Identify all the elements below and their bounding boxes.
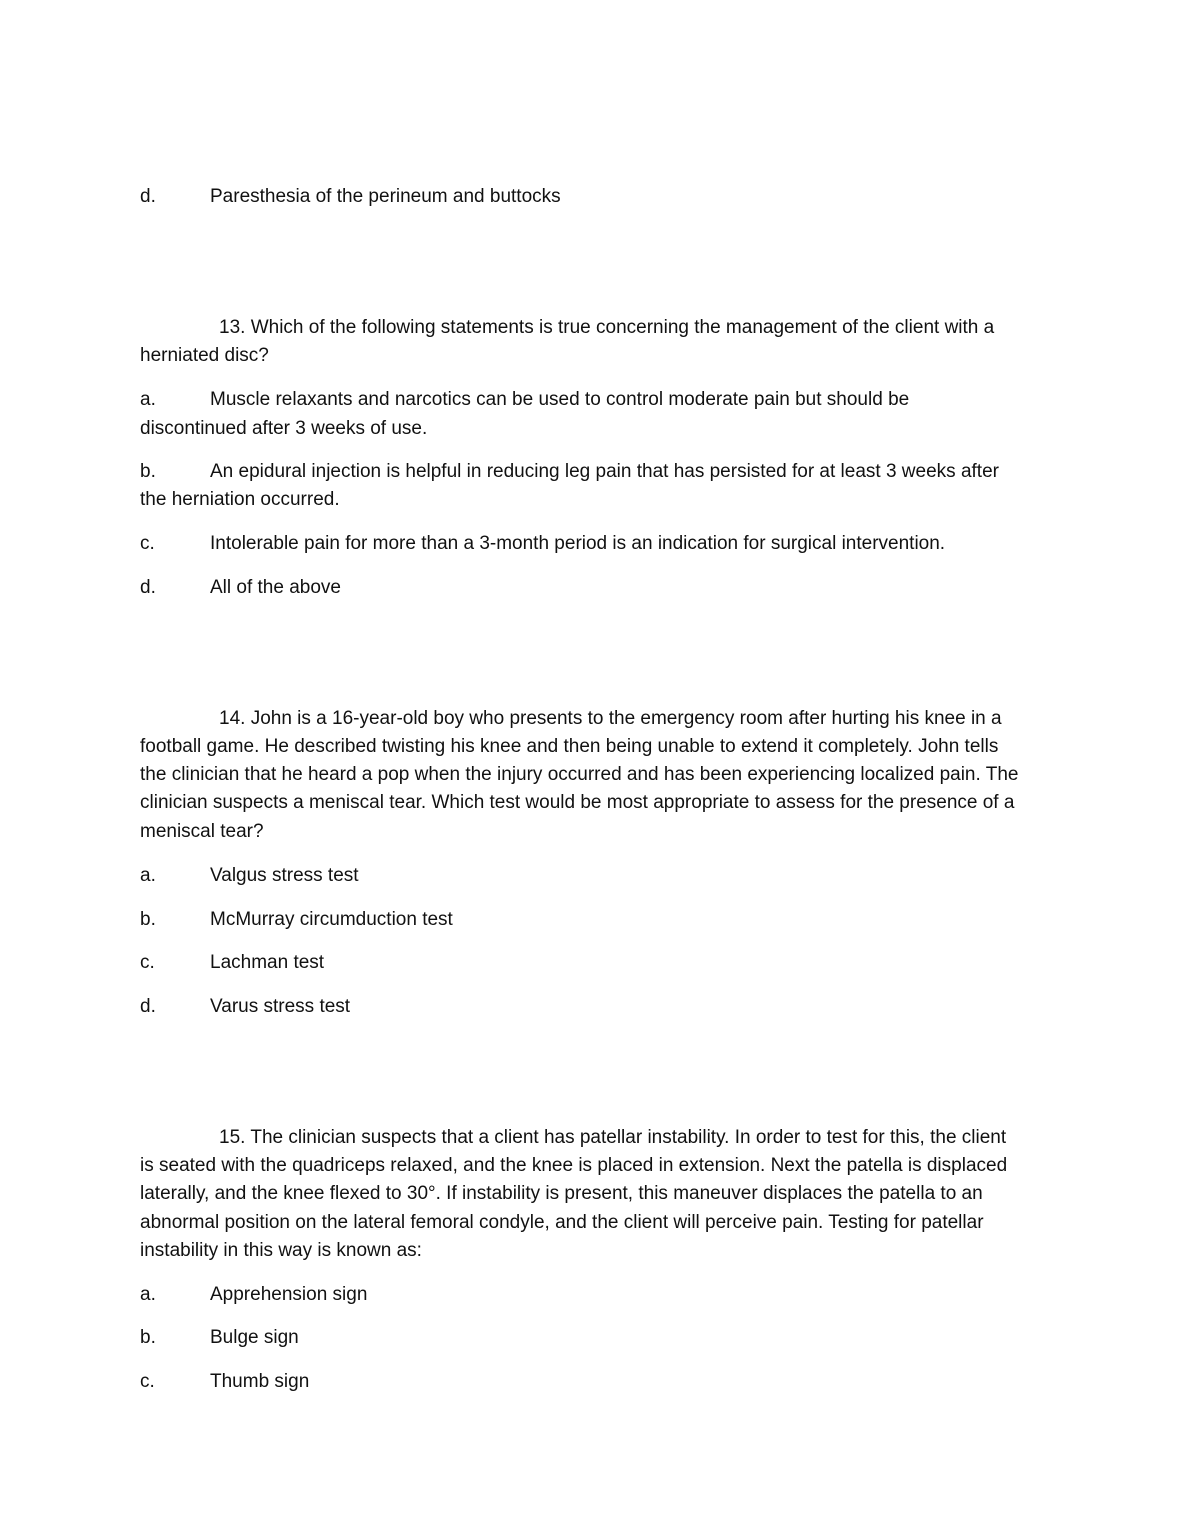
question-14-option-b-letter: b. xyxy=(140,909,156,930)
option-letter: d. xyxy=(140,186,156,207)
question-14-option-c-text: Lachman test xyxy=(210,952,325,973)
question-15-line-4: abnormal position on the lateral femoral condyle, and the client will perceive pain. Testing for patellar xyxy=(140,1212,984,1233)
question-13-option-b-line-2: the herniation occurred. xyxy=(140,489,340,510)
question-15-option-a-letter: a. xyxy=(140,1284,156,1305)
question-13-option-c-text: Intolerable pain for more than a 3-month period is an indication for surgical intervention. xyxy=(210,533,946,554)
question-13-option-a-letter: a. xyxy=(140,389,156,410)
question-13-option-a-line-2: discontinued after 3 weeks of use. xyxy=(140,418,428,439)
question-15-option-a-text: Apprehension sign xyxy=(210,1284,368,1305)
question-14-line-1: 14. John is a 16-year-old boy who presents to the emergency room after hurting his knee in a xyxy=(219,708,1002,729)
question-14-line-5: meniscal tear? xyxy=(140,821,264,842)
option-text: Paresthesia of the perineum and buttocks xyxy=(210,186,561,207)
question-14-option-d-letter: d. xyxy=(140,996,156,1017)
question-15-option-b-text: Bulge sign xyxy=(210,1327,299,1348)
question-15-line-3: laterally, and the knee flexed to 30°. If instability is present, this maneuver displaces the patella to an xyxy=(140,1183,983,1204)
question-13-line-1: 13. Which of the following statements is true concerning the management of the client with a xyxy=(219,317,995,338)
question-15-line-5: instability in this way is known as: xyxy=(140,1240,422,1261)
question-14-option-a-text: Valgus stress test xyxy=(210,865,359,886)
question-13-option-d-letter: d. xyxy=(140,577,156,598)
question-15-option-c-letter: c. xyxy=(140,1371,155,1392)
question-13-option-b-letter: b. xyxy=(140,461,156,482)
question-14-option-c-letter: c. xyxy=(140,952,155,973)
question-14-option-d-text: Varus stress test xyxy=(210,996,351,1017)
question-15-line-1: 15. The clinician suspects that a client has patellar instability. In order to test for this, the client xyxy=(219,1127,1007,1148)
question-14-option-a-letter: a. xyxy=(140,865,156,886)
question-13-line-2: herniated disc? xyxy=(140,345,269,366)
question-15-option-c-text: Thumb sign xyxy=(210,1371,310,1392)
question-13-option-d-text: All of the above xyxy=(210,577,341,598)
question-14-line-2: football game. He described twisting his knee and then being unable to extend it completely. John tells xyxy=(140,736,999,757)
question-15-option-b-letter: b. xyxy=(140,1327,156,1348)
question-14-option-b-text: McMurray circumduction test xyxy=(210,909,453,930)
question-15-line-2: is seated with the quadriceps relaxed, and the knee is placed in extension. Next the patella is displaced xyxy=(140,1155,1008,1176)
question-14-line-3: the clinician that he heard a pop when the injury occurred and has been experiencing localized pain. The xyxy=(140,764,1019,785)
question-14-line-4: clinician suspects a meniscal tear. Which test would be most appropriate to assess for the presence of a xyxy=(140,792,1015,813)
question-13-option-a-line-1: Muscle relaxants and narcotics can be used to control moderate pain but should be xyxy=(210,389,910,410)
question-13-option-b-line-1: An epidural injection is helpful in reducing leg pain that has persisted for at least 3 weeks after xyxy=(210,461,999,482)
question-13-option-c-letter: c. xyxy=(140,533,155,554)
